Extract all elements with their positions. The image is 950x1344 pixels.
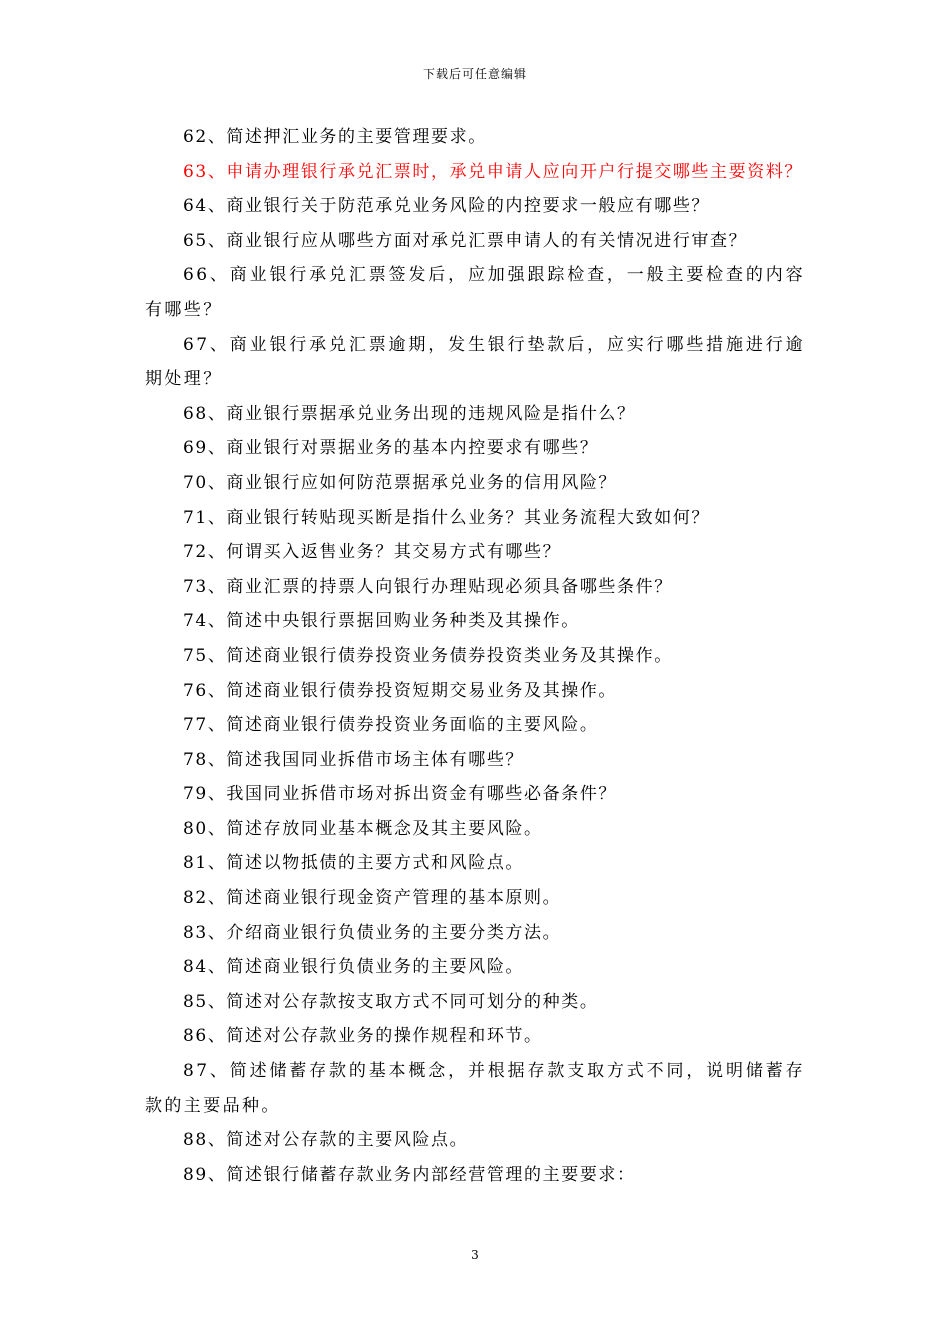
question-64: 64、商业银行关于防范承兑业务风险的内控要求一般应有哪些？ [183, 196, 711, 217]
page-number: 3 [471, 1248, 479, 1262]
question-86: 86、简述对公存款业务的操作规程和环节。 [183, 1026, 543, 1047]
question-77: 77、简述商业银行债券投资业务面临的主要风险。 [183, 715, 599, 736]
question-82: 82、简述商业银行现金资产管理的基本原则。 [183, 888, 562, 909]
question-75: 75、简述商业银行债券投资业务债券投资类业务及其操作。 [183, 645, 673, 666]
question-69: 69、商业银行对票据业务的基本内控要求有哪些？ [183, 438, 599, 459]
question-71: 71、商业银行转贴现买断是指什么业务？其业务流程大致如何？ [183, 507, 711, 528]
question-76: 76、简述商业银行债券投资短期交易业务及其操作。 [183, 680, 618, 701]
question-89: 89、简述银行储蓄存款业务内部经营管理的主要要求： [183, 1164, 636, 1185]
question-67: 67、商业银行承兑汇票逾期，发生银行垫款后，应实行哪些措施进行逾期处理？ [145, 334, 805, 390]
question-68: 68、商业银行票据承兑业务出现的违规风险是指什么？ [183, 403, 636, 424]
question-80: 80、简述存放同业基本概念及其主要风险。 [183, 818, 543, 839]
question-list [145, 120, 805, 1192]
question-70: 70、商业银行应如何防范票据承兑业务的信用风险？ [183, 472, 618, 493]
question-87: 87、简述储蓄存款的基本概念，并根据存款支取方式不同，说明储蓄存款的主要品种。 [145, 1061, 805, 1116]
question-79: 79、我国同业拆借市场对拆出资金有哪些必备条件？ [183, 784, 618, 805]
question-65: 65、商业银行应从哪些方面对承兑汇票申请人的有关情况进行审查？ [183, 230, 748, 251]
question-84: 84、简述商业银行负债业务的主要风险。 [183, 957, 525, 978]
question-72: 72、何谓买入返售业务？其交易方式有哪些？ [183, 542, 562, 563]
question-63: 63、申请办理银行承兑汇票时，承兑申请人应向开户行提交哪些主要资料？ [183, 161, 804, 182]
question-78: 78、简述我国同业拆借市场主体有哪些？ [183, 749, 525, 770]
question-66: 66、商业银行承兑汇票签发后，应加强跟踪检查，一般主要检查的内容有哪些？ [145, 265, 805, 320]
question-85: 85、简述对公存款按支取方式不同可划分的种类。 [183, 991, 599, 1012]
question-74: 74、简述中央银行票据回购业务种类及其操作。 [183, 611, 580, 632]
question-62: 62、简述押汇业务的主要管理要求。 [183, 127, 487, 147]
page-header: 下载后可任意编辑 [422, 67, 527, 81]
question-88: 88、简述对公存款的主要风险点。 [183, 1130, 469, 1151]
question-83: 83、介绍商业银行负债业务的主要分类方法。 [183, 922, 562, 943]
question-81: 81、简述以物抵债的主要方式和风险点。 [183, 853, 525, 874]
question-73: 73、商业汇票的持票人向银行办理贴现必须具备哪些条件？ [183, 576, 673, 597]
